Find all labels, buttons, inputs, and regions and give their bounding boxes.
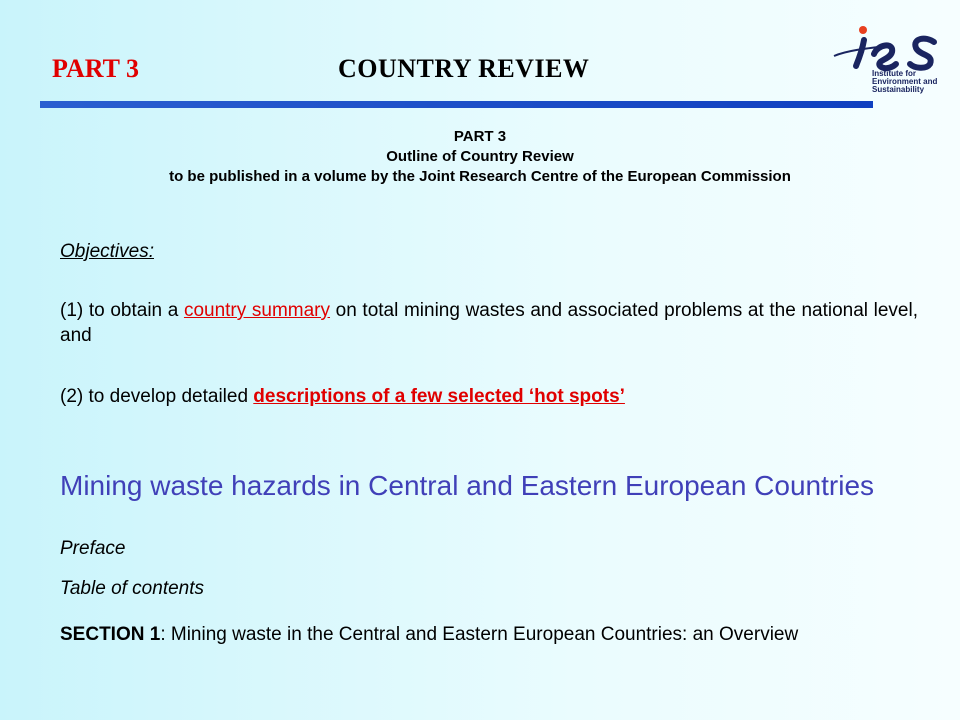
objective-2-prefix: (2) to develop detailed	[60, 386, 254, 407]
objectives-heading-text: Objectives:	[60, 241, 154, 262]
objective-1-suffix: on total mining wastes and associated problems at the national level, and	[60, 300, 918, 346]
section-1-text: : Mining waste in the Central and Eastern European Countries: an Overview	[160, 624, 799, 645]
ies-tagline-line: Institute for	[872, 69, 916, 78]
objectives-heading	[60, 239, 918, 264]
ies-logo-icon	[830, 16, 945, 72]
intro-block	[40, 127, 920, 187]
toc-preface: Preface	[60, 538, 126, 559]
ies-logo	[830, 16, 945, 96]
ies-logo-letters: ies	[860, 69, 862, 70]
ies-tagline-line: Sustainability	[872, 85, 925, 94]
objective-2-highlight: descriptions of a few selected ‘hot spots’	[253, 386, 625, 407]
objective-1-prefix: (1) to obtain a	[60, 300, 184, 321]
header-title: COUNTRY REVIEW	[338, 54, 590, 83]
intro-part: PART 3	[453, 128, 507, 145]
header-divider	[40, 101, 873, 108]
objective-1	[60, 298, 918, 348]
objective-1-highlight: country summary	[183, 300, 331, 321]
toc-table-of-contents: Table of contents	[60, 578, 205, 599]
section-1-label: SECTION 1	[60, 624, 161, 645]
intro-publication: to be published in a volume by the Joint Research Centre of the European Commission	[169, 168, 791, 185]
intro-outline: Outline of Country Review	[386, 148, 574, 165]
toc-section-1	[60, 622, 900, 647]
book-title: Mining waste hazards in Central and Eastern European Countries	[60, 470, 875, 501]
header-part-label: PART 3	[52, 54, 139, 83]
objective-2	[60, 384, 918, 409]
ies-tagline	[872, 70, 937, 94]
ies-tagline-line: Environment and	[872, 77, 938, 86]
